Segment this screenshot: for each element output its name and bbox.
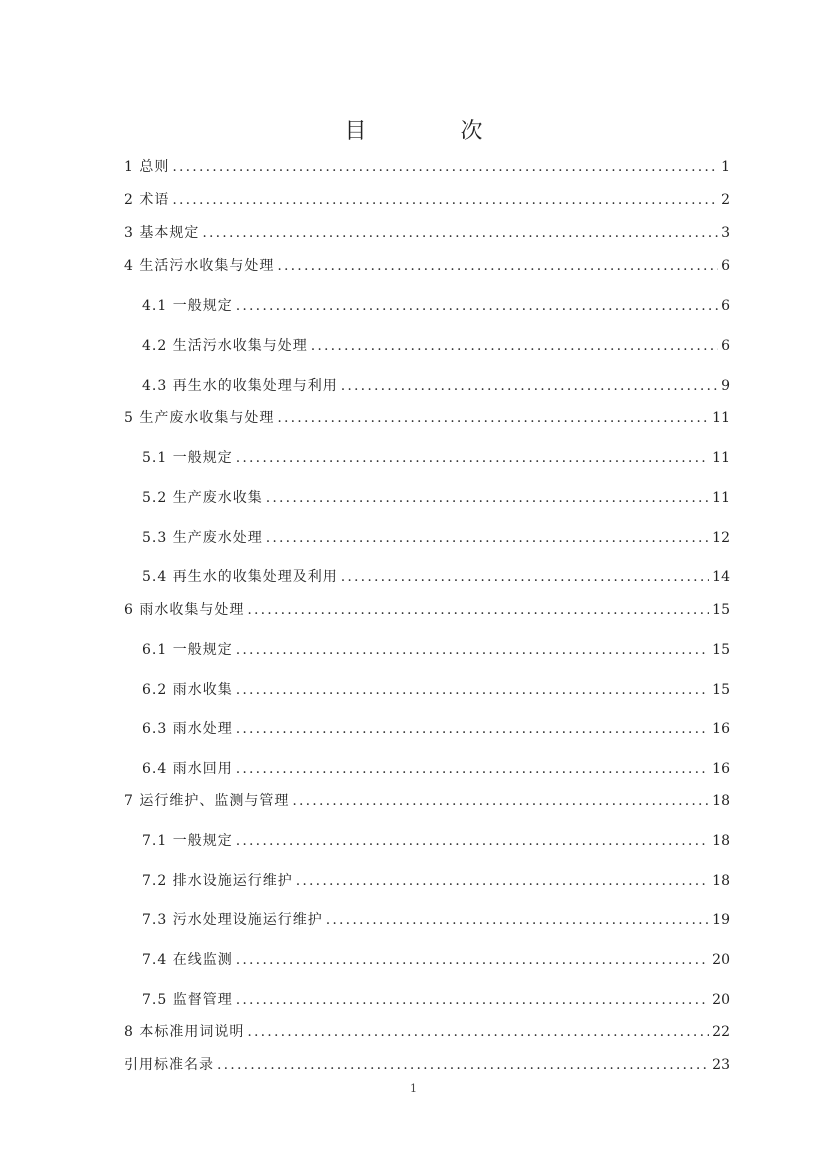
toc-entry[interactable] bbox=[124, 223, 730, 243]
toc-entry-page: 16 bbox=[712, 721, 730, 737]
toc-entry-label: 5.4 再生水的收集处理及利用 bbox=[142, 569, 338, 585]
toc-entry-label: 3 基本规定 bbox=[124, 225, 200, 241]
toc-leader-dots bbox=[202, 223, 718, 243]
toc-entry-page: 3 bbox=[721, 225, 730, 241]
toc-entry-page: 6 bbox=[721, 298, 730, 314]
toc-entry-page: 15 bbox=[712, 682, 730, 698]
toc-entry-label: 2 术语 bbox=[124, 192, 170, 208]
toc-entry-page: 20 bbox=[712, 952, 730, 968]
toc-entry[interactable] bbox=[142, 296, 730, 316]
toc-entry[interactable] bbox=[142, 448, 730, 468]
toc-entry-page: 23 bbox=[712, 1057, 730, 1073]
toc-entry[interactable] bbox=[142, 376, 730, 396]
toc-entry[interactable] bbox=[142, 336, 730, 356]
toc-entry[interactable] bbox=[142, 759, 730, 779]
toc-entry-label: 5.1 一般规定 bbox=[142, 450, 233, 466]
toc-entry[interactable] bbox=[124, 157, 730, 177]
toc-leader-dots bbox=[292, 791, 709, 811]
toc-leader-dots bbox=[172, 190, 718, 210]
toc-entry[interactable] bbox=[142, 488, 730, 508]
toc-entry-page: 18 bbox=[712, 873, 730, 889]
toc-leader-dots bbox=[247, 600, 709, 620]
toc-entry-label: 引用标准名录 bbox=[124, 1057, 214, 1073]
toc-leader-dots bbox=[236, 719, 709, 739]
toc-entry[interactable] bbox=[142, 990, 730, 1010]
toc-entry-label: 5.2 生产废水收集 bbox=[142, 490, 263, 506]
toc-entry-page: 18 bbox=[712, 833, 730, 849]
toc-entry[interactable] bbox=[142, 567, 730, 587]
toc-leader-dots bbox=[236, 296, 718, 316]
toc-entry-label: 1 总则 bbox=[124, 159, 170, 175]
toc-entry-page: 6 bbox=[721, 338, 730, 354]
toc-entry[interactable] bbox=[142, 640, 730, 660]
toc-entry[interactable] bbox=[124, 1022, 730, 1042]
toc-entry-label: 6.1 一般规定 bbox=[142, 642, 233, 658]
toc-entry-label: 6.4 雨水回用 bbox=[142, 761, 233, 777]
toc-entry[interactable] bbox=[142, 950, 730, 970]
toc-entry[interactable] bbox=[142, 680, 730, 700]
toc-entry-page: 20 bbox=[712, 992, 730, 1008]
toc-leader-dots bbox=[277, 256, 718, 276]
toc-leader-dots bbox=[247, 1022, 709, 1042]
toc-entry-page: 15 bbox=[712, 642, 730, 658]
toc-entry-label: 7.3 污水处理设施运行维护 bbox=[142, 912, 323, 928]
toc-entry[interactable] bbox=[142, 910, 730, 930]
toc-entry[interactable] bbox=[124, 791, 730, 811]
toc-entry-label: 5 生产废水收集与处理 bbox=[124, 410, 275, 426]
toc-entry-label: 4 生活污水收集与处理 bbox=[124, 258, 275, 274]
toc-leader-dots bbox=[277, 408, 709, 428]
toc-entry[interactable] bbox=[142, 528, 730, 548]
toc-entry-page: 18 bbox=[712, 793, 730, 809]
toc-entry-page: 2 bbox=[721, 192, 730, 208]
toc-entry-label: 7.4 在线监测 bbox=[142, 952, 233, 968]
toc-entry-page: 15 bbox=[712, 602, 730, 618]
toc-entry-label: 6.3 雨水处理 bbox=[142, 721, 233, 737]
toc-entry-page: 1 bbox=[721, 159, 730, 175]
toc-entry-label: 6.2 雨水收集 bbox=[142, 682, 233, 698]
toc-entry-label: 4.2 生活污水收集与处理 bbox=[142, 338, 308, 354]
toc-entry-page: 11 bbox=[712, 490, 730, 506]
toc-leader-dots bbox=[236, 950, 709, 970]
toc-leader-dots bbox=[311, 336, 718, 356]
toc-leader-dots bbox=[217, 1055, 709, 1075]
toc-entry[interactable] bbox=[124, 256, 730, 276]
toc-leader-dots bbox=[341, 376, 718, 396]
page-number: 1 bbox=[410, 1082, 417, 1095]
toc-entry-page: 12 bbox=[712, 530, 730, 546]
toc-entry-page: 14 bbox=[712, 569, 730, 585]
toc-entry[interactable] bbox=[142, 831, 730, 851]
toc-leader-dots bbox=[236, 640, 709, 660]
toc-leader-dots bbox=[236, 831, 709, 851]
toc-entry-label: 5.3 生产废水处理 bbox=[142, 530, 263, 546]
toc-entry-page: 16 bbox=[712, 761, 730, 777]
toc-leader-dots bbox=[266, 488, 709, 508]
toc-leader-dots bbox=[236, 990, 709, 1010]
toc-entry-label: 6 雨水收集与处理 bbox=[124, 602, 245, 618]
toc-leader-dots bbox=[296, 871, 709, 891]
toc-leader-dots bbox=[236, 759, 709, 779]
toc-entry-page: 11 bbox=[712, 410, 730, 426]
toc-entry-page: 22 bbox=[712, 1024, 730, 1040]
toc-leader-dots bbox=[172, 157, 718, 177]
toc-leader-dots bbox=[236, 680, 709, 700]
toc-entry-page: 19 bbox=[712, 912, 730, 928]
toc-leader-dots bbox=[341, 567, 709, 587]
toc-entry-page: 6 bbox=[721, 258, 730, 274]
toc-entry[interactable] bbox=[124, 600, 730, 620]
toc-entry[interactable] bbox=[142, 871, 730, 891]
page-title: 目 次 bbox=[344, 119, 519, 144]
toc-entry-page: 9 bbox=[721, 378, 730, 394]
toc-entry-label: 4.3 再生水的收集处理与利用 bbox=[142, 378, 338, 394]
toc-entry-label: 7.5 监督管理 bbox=[142, 992, 233, 1008]
toc-entry-label: 7 运行维护、监测与管理 bbox=[124, 793, 290, 809]
toc-entry-label: 8 本标准用词说明 bbox=[124, 1024, 245, 1040]
toc-entry-page: 11 bbox=[712, 450, 730, 466]
toc-entry[interactable] bbox=[124, 1055, 730, 1075]
toc-entry[interactable] bbox=[124, 408, 730, 428]
toc-entry[interactable] bbox=[142, 719, 730, 739]
toc-entry-label: 4.1 一般规定 bbox=[142, 298, 233, 314]
toc-leader-dots bbox=[326, 910, 709, 930]
toc-entry-label: 7.2 排水设施运行维护 bbox=[142, 873, 293, 889]
toc-leader-dots bbox=[266, 528, 709, 548]
toc-leader-dots bbox=[236, 448, 709, 468]
toc-entry-label: 7.1 一般规定 bbox=[142, 833, 233, 849]
toc-entry[interactable] bbox=[124, 190, 730, 210]
